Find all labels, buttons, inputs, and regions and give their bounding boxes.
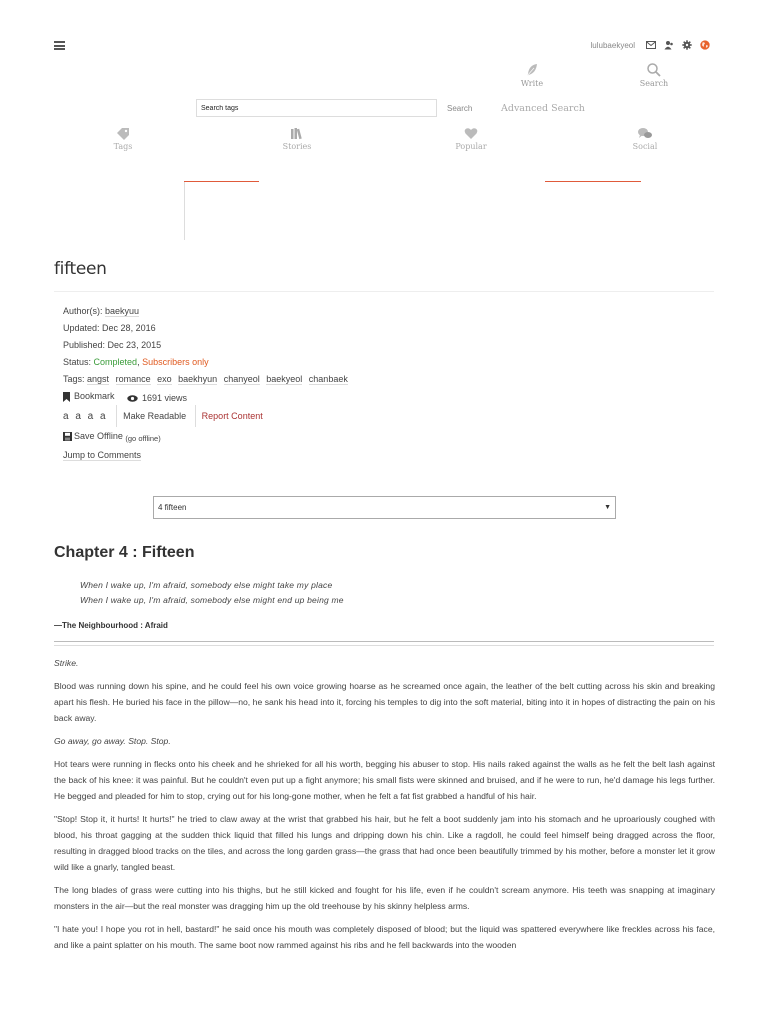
- write-button[interactable]: [512, 62, 552, 88]
- offline-row: [63, 427, 352, 446]
- published-date: Dec 23, 2015: [107, 340, 162, 350]
- floppy-icon: [63, 432, 72, 441]
- status-row: [63, 354, 352, 371]
- epigraph-attribution: —The Neighbourhood : Afraid: [54, 621, 168, 630]
- go-offline-link[interactable]: (go offline): [125, 434, 161, 443]
- globe-icon[interactable]: [700, 40, 710, 50]
- story-meta: [63, 303, 352, 465]
- books-icon: [257, 127, 337, 140]
- eye-icon: [127, 395, 138, 402]
- chat-bubbles-icon: [605, 127, 685, 140]
- mail-icon[interactable]: [646, 40, 656, 50]
- paragraph: The long blades of grass were cutting into his thighs, but he still kicked and fought for his life, even if he couldn't scream anymore. His teeth was snapping at imaginary monsters in the air—but the real monster was dragging him up the old treehouse by his skinny helpless arms.: [54, 884, 715, 912]
- epigraph-line: When I wake up, I'm afraid, somebody else might end up being me: [80, 595, 344, 605]
- nav-stories-label: Stories: [282, 142, 312, 151]
- tag-icon: [83, 127, 163, 140]
- chapter-select[interactable]: [153, 496, 616, 519]
- settings-icon[interactable]: [682, 40, 692, 50]
- chapter-select-value: 4 fifteen: [158, 503, 187, 512]
- tag-link[interactable]: romance: [115, 374, 151, 384]
- make-readable-button[interactable]: Make Readable: [116, 405, 192, 427]
- nav-stories[interactable]: [257, 127, 337, 151]
- title-divider: [54, 291, 714, 292]
- advanced-search-link[interactable]: Advanced Search: [501, 102, 585, 114]
- heart-icon: [431, 127, 511, 140]
- feather-icon: [512, 62, 552, 78]
- status-completed: Completed: [93, 357, 138, 367]
- bookmark-row: [63, 388, 352, 405]
- divider-vertical: [184, 182, 185, 240]
- write-label: Write: [520, 79, 544, 88]
- tag-link[interactable]: angst: [87, 374, 110, 384]
- search-submit-button[interactable]: Search: [447, 103, 473, 113]
- paragraph: Go away, go away. Stop. Stop.: [54, 735, 171, 746]
- status-separator: ,: [137, 357, 140, 367]
- tag-link[interactable]: chanbaek: [308, 374, 348, 384]
- jump-row: [63, 446, 352, 465]
- chapter-divider: [54, 641, 714, 642]
- report-content-button[interactable]: Report Content: [195, 405, 269, 427]
- published-row: [63, 337, 352, 354]
- menu-icon[interactable]: [54, 41, 65, 50]
- chapter-title: Chapter 4 : Fifteen: [54, 544, 195, 561]
- search-nav-button[interactable]: [634, 62, 674, 88]
- search-tags-input[interactable]: [196, 99, 437, 117]
- tag-link[interactable]: exo: [157, 374, 172, 384]
- published-label: Published:: [63, 340, 106, 350]
- magnifier-icon: [634, 62, 674, 78]
- nav-popular[interactable]: [431, 127, 511, 151]
- search-bar: [196, 99, 585, 117]
- accent-line-right: [545, 181, 641, 182]
- author-link[interactable]: baekyuu: [105, 306, 140, 316]
- status-subscribers: Subscribers only: [142, 357, 209, 367]
- font-size-selector[interactable]: a a a a: [63, 411, 108, 422]
- bookmark-icon: [63, 392, 70, 402]
- paragraph: Blood was running down his spine, and he could feel his own voice growing hoarse as he screamed once again, the leather of the belt cutting across his skin and breaking apart his flesh. He buried his face in the pillow—no, he sank his head into it, forcing his temples to dig into the soft material, biting into it in hopes of distracting the pain on his back away.: [54, 680, 715, 724]
- save-offline-button[interactable]: [63, 427, 123, 446]
- nav-social-label: Social: [632, 142, 658, 151]
- status-label: Status:: [63, 357, 92, 367]
- nav-popular-label: Popular: [455, 142, 487, 151]
- updated-label: Updated:: [63, 323, 100, 333]
- views-label: 1691 views: [142, 392, 188, 403]
- friends-icon[interactable]: [664, 40, 674, 50]
- paragraph: Strike.: [54, 658, 79, 668]
- nav-tags-label: Tags: [113, 142, 133, 151]
- paragraph: "Stop! Stop it, it hurts! It hurts!" he tried to claw away at the wrist that grabbed his hair, but he felt a boot suddenly jam into his stomach and he uproariously coughed with blood, his throat gagging at the sudden thick liquid that filled his lungs and dripping down his chin. Like a ragdoll, he could feel himself being dragged across the floor, resulting in dragged blood tracks on the tiles, and across the long garden grass—the grass that had once been beautifully trimmed by his mother, before a monster let it grow wild like a gnarly, tangled beast.: [54, 813, 715, 873]
- tag-link[interactable]: baekyeol: [266, 374, 303, 384]
- bookmark-label: Bookmark: [74, 391, 115, 401]
- views-count: [127, 390, 187, 407]
- updated-row: [63, 320, 352, 337]
- user-bar: [591, 40, 710, 50]
- nav-tags[interactable]: [83, 127, 163, 151]
- updated-date: Dec 28, 2016: [102, 323, 156, 333]
- username-link[interactable]: lulubaekyeol: [590, 40, 635, 50]
- save-offline-label: Save Offline: [74, 431, 123, 441]
- dropdown-arrow-icon: ▼: [604, 504, 611, 511]
- bookmark-button[interactable]: [63, 388, 115, 405]
- story-title: fifteen: [54, 259, 107, 279]
- paragraph: Hot tears were running in flecks onto his cheek and he shrieked for all his worth, begging his abuser to stop. His nails raked against the walls as he felt the belt lash against the back of his knee: it was painful. But he couldn't even put up a fight anymore; his small fists were skinned and bruised, and if he were to run, he'd damage his legs further. He begged and pleaded for him to stop, crying out for his long-gone mother, when he felt a fat fist grabbed a handful of his hair.: [54, 758, 715, 801]
- nav-social[interactable]: [605, 127, 685, 151]
- epigraph-line: When I wake up, I'm afraid, somebody else might take my place: [80, 580, 333, 590]
- epigraph: [80, 578, 344, 608]
- author-label: Author(s):: [63, 306, 103, 316]
- tags-row: [63, 371, 352, 388]
- paragraph: "I hate you! I hope you rot in hell, bastard!" he said once his mouth was completely disposed of blood; but the liquid was spattered everywhere like freckles across his face, and like a paint splatter on his mouth. The same boot now rammed against his ribs and he fell backwards into the wooden: [54, 923, 715, 951]
- chapter-body: [54, 655, 715, 960]
- jump-to-comments-link[interactable]: Jump to Comments: [63, 450, 142, 460]
- reading-tools-row: [63, 405, 352, 427]
- chapter-divider-secondary: [54, 645, 714, 646]
- accent-line-left: [184, 181, 259, 182]
- search-nav-label: Search: [639, 79, 669, 88]
- author-row: [63, 303, 352, 320]
- tags-label: Tags:: [63, 374, 85, 384]
- tag-link[interactable]: baekhyun: [178, 374, 218, 384]
- tag-link[interactable]: chanyeol: [223, 374, 260, 384]
